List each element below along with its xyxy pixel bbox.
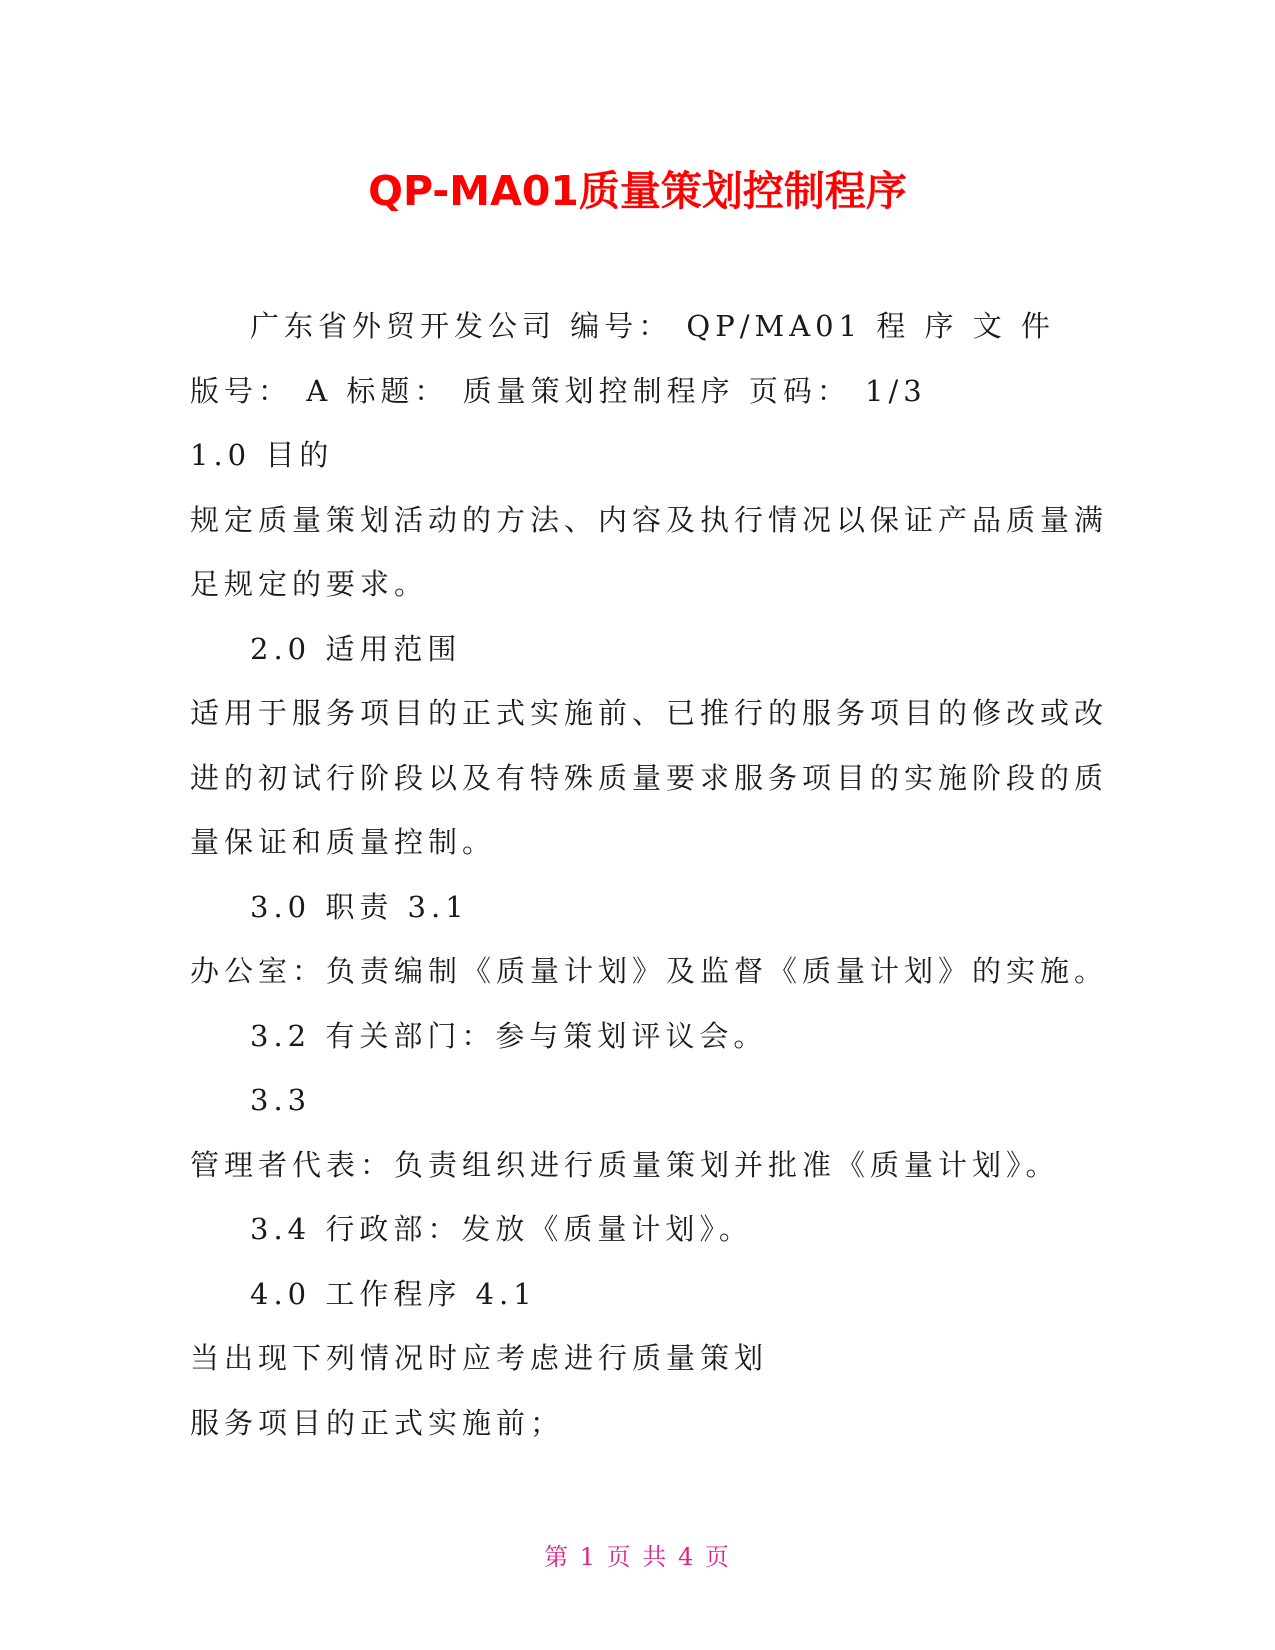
- paragraph-line: 适用于服务项目的正式实施前、已推行的服务项目的修改或改: [190, 696, 1109, 730]
- header-line-version: 版号： A 标题： 质量策划控制程序 页码： 1/3: [190, 373, 927, 408]
- paragraph-line: 管理者代表：负责组织进行质量策划并批准《质量计划》。: [190, 1147, 1060, 1182]
- section-heading-purpose: 1.0 目的: [190, 438, 334, 472]
- paragraph-line: 进的初试行阶段以及有特殊质量要求服务项目的实施阶段的质: [190, 760, 1109, 795]
- header-line-company: 广东省外贸开发公司 编号： QP/MA01 程 序 文 件: [250, 309, 1055, 343]
- section-heading-responsibilities: 3.0 职责 3.1: [250, 889, 469, 924]
- section-number: 3.3: [250, 1083, 312, 1117]
- paragraph-line: 规定质量策划活动的方法、内容及执行情况以保证产品质量满: [190, 502, 1109, 537]
- section-heading-procedure: 4.0 工作程序 4.1: [250, 1276, 537, 1311]
- paragraph-line: 足规定的要求。: [190, 567, 429, 601]
- document-body: [190, 294, 1109, 1455]
- paragraph-line: 服务项目的正式实施前；: [190, 1405, 565, 1440]
- paragraph-line: 办公室：负责编制《质量计划》及监督《质量计划》的实施。: [190, 954, 1109, 988]
- paragraph-line: 当出现下列情况时应考虑进行质量策划: [190, 1341, 769, 1375]
- section-heading-scope: 2.0 适用范围: [250, 631, 462, 666]
- paragraph-line: 3.2 有关部门：参与策划评议会。: [250, 1018, 768, 1053]
- paragraph-line: 3.4 行政部：发放《质量计划》。: [250, 1212, 753, 1246]
- page-footer: 第 1 页 共 4 页: [544, 1543, 731, 1571]
- document-title: QP-MA01质量策划控制程序: [368, 167, 907, 215]
- paragraph-line: 量保证和质量控制。: [190, 825, 497, 859]
